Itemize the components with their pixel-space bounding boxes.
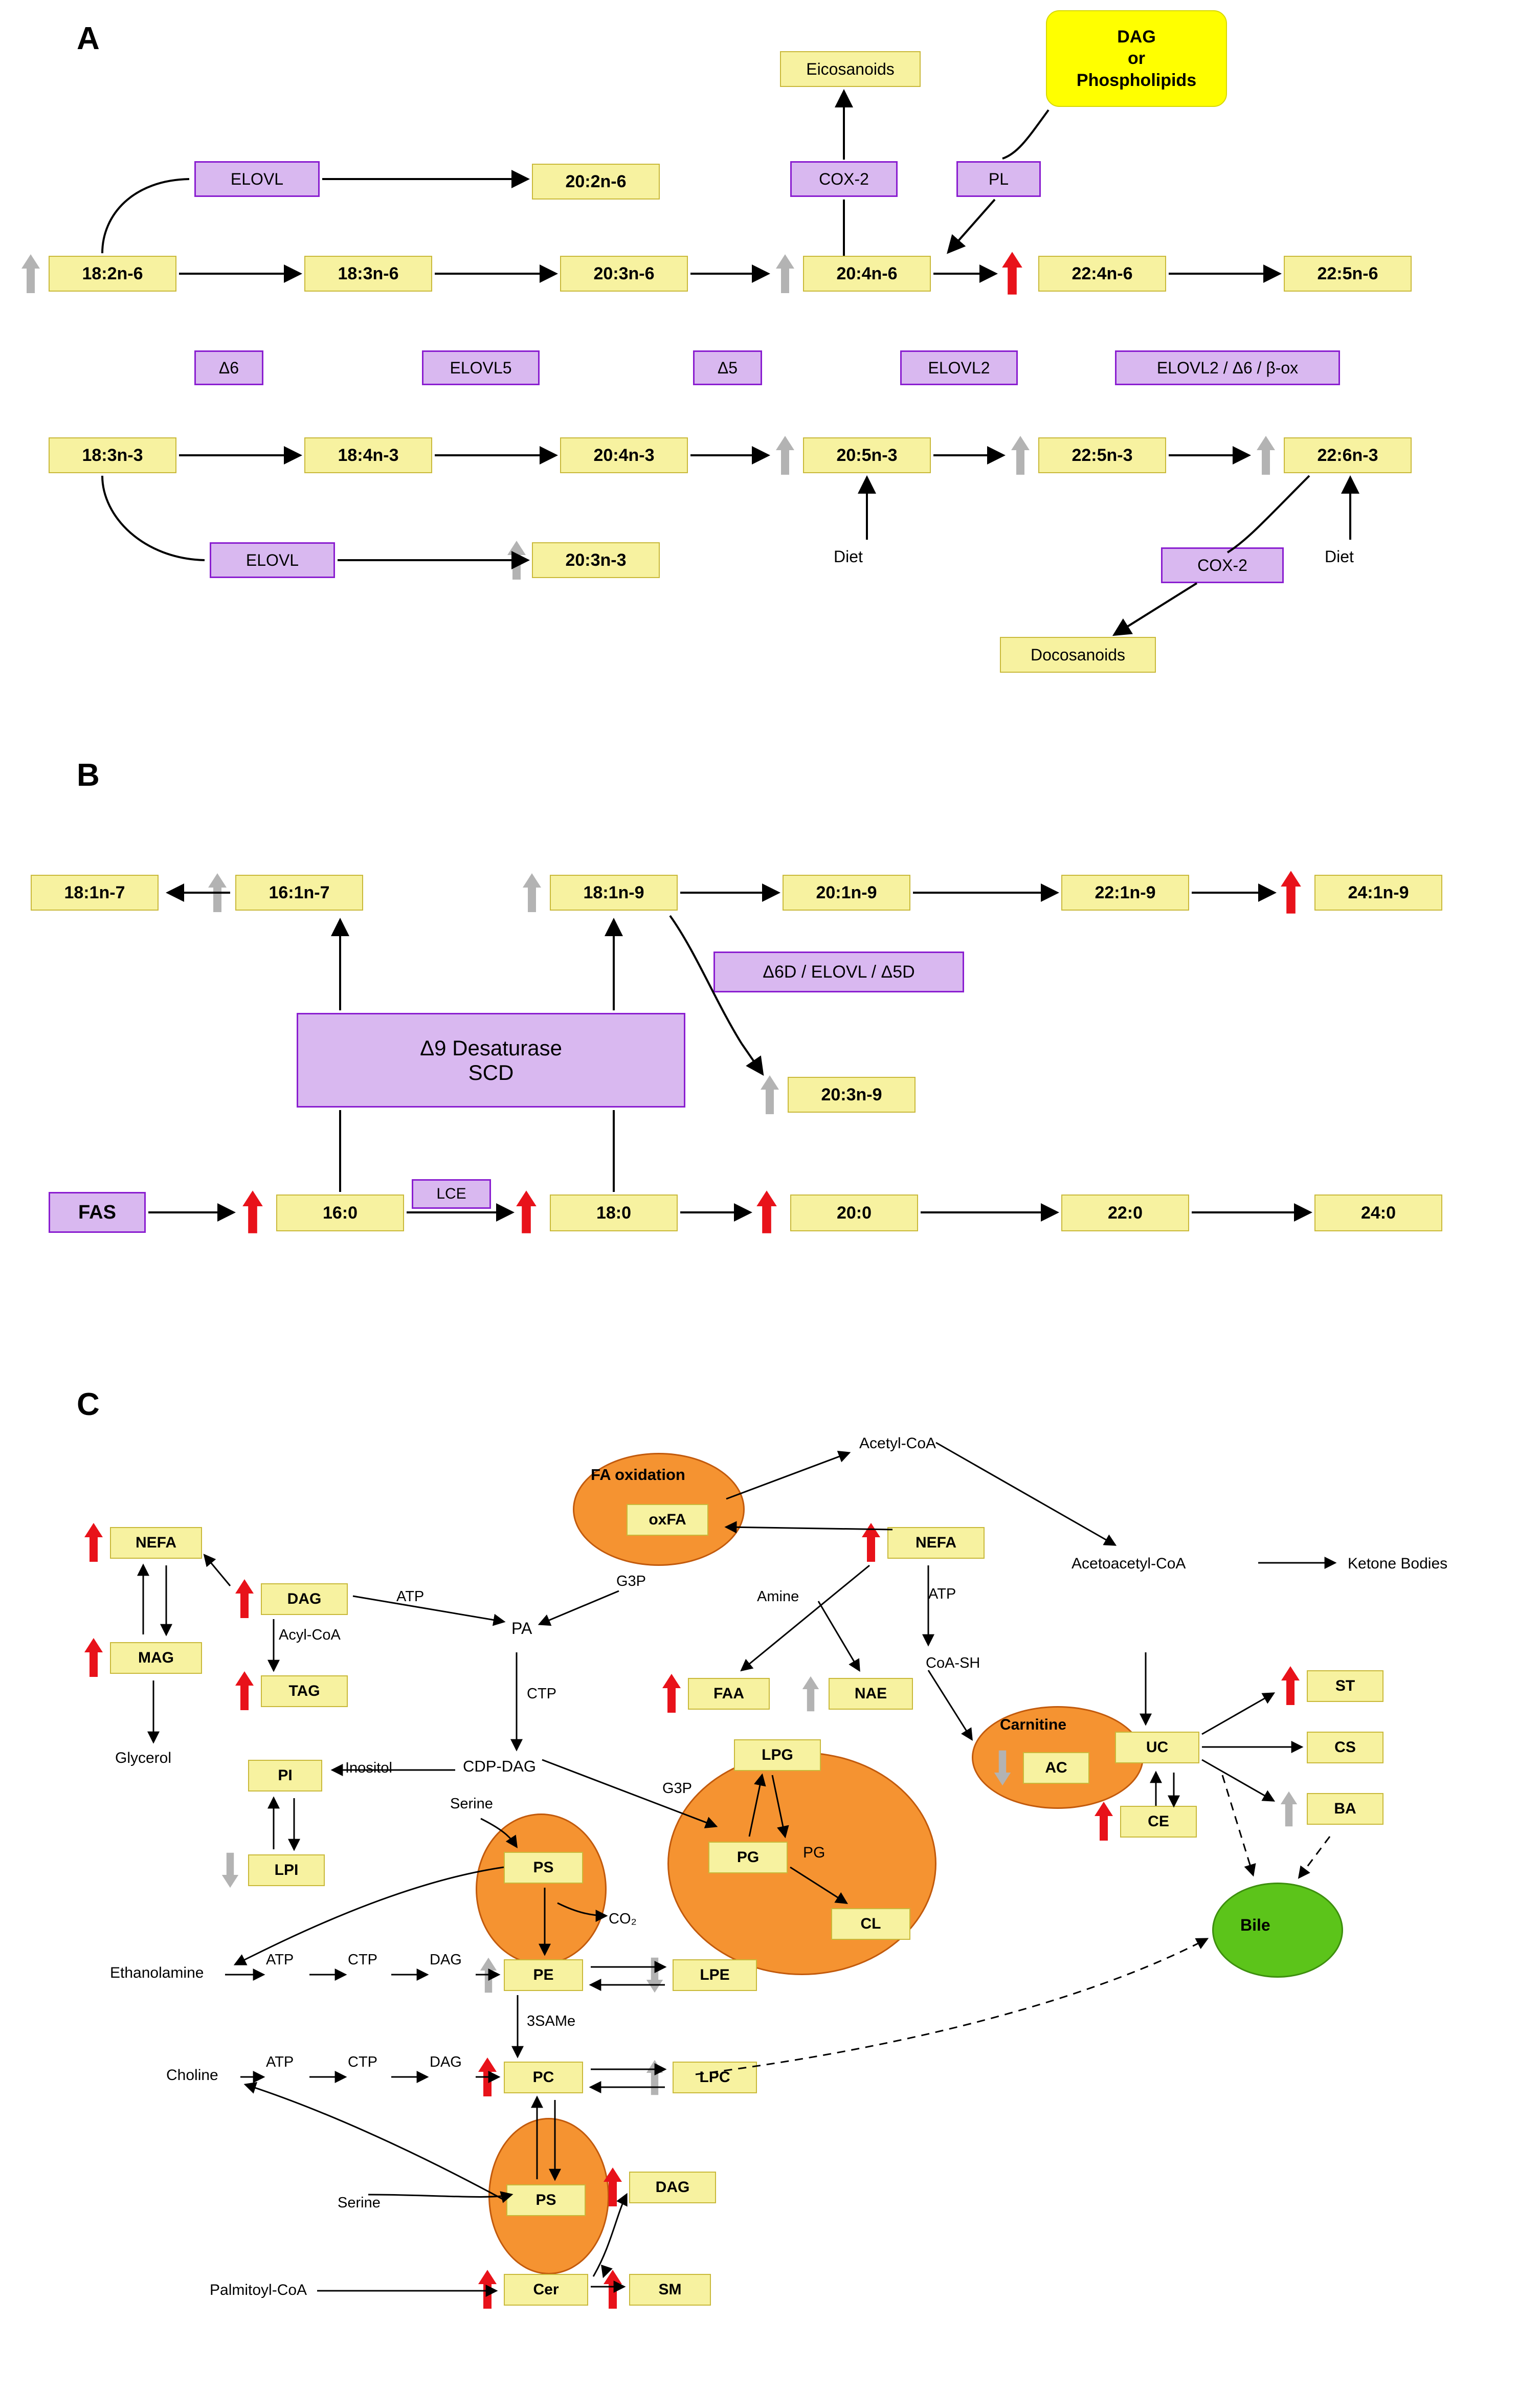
box-cer: Cer — [504, 2274, 588, 2306]
indicator-grey-up-18-1n9 — [522, 872, 542, 913]
box-ps-lower: PS — [506, 2184, 586, 2216]
ellipse-bile — [1212, 1883, 1343, 1978]
fatty-acid-20-1n9: 20:1n-9 — [783, 875, 910, 911]
indicator-grey-up-pe — [478, 1957, 499, 1994]
ellipse-ps-pe — [476, 1813, 607, 1965]
fatty-acid-16-1n7: 16:1n-7 — [235, 875, 363, 911]
indicator-grey-up-20-3n3 — [506, 540, 527, 581]
label-fa-oxidation: FA oxidation — [591, 1466, 685, 1484]
indicator-red-up-dag-lower — [601, 2166, 624, 2207]
product-eicosanoids: Eicosanoids — [780, 51, 921, 87]
enzyme-d6d-elovl-d5d: Δ6D / ELOVL / Δ5D — [713, 952, 964, 992]
box-lpe: LPE — [673, 1959, 757, 1991]
fatty-acid-18-1n9: 18:1n-9 — [550, 875, 678, 911]
ellipse-pg-cl — [667, 1752, 936, 1975]
indicator-red-up-ce — [1092, 1801, 1115, 1842]
box-dag-upper: DAG — [261, 1583, 348, 1615]
fatty-acid-22-5n6: 22:5n-6 — [1284, 256, 1412, 292]
enzyme-cox2-eicosanoids: COX-2 — [790, 161, 898, 197]
box-pe: PE — [504, 1959, 583, 1991]
fatty-acid-22-1n9: 22:1n-9 — [1061, 875, 1189, 911]
enzyme-elovl-n6: ELOVL — [194, 161, 320, 197]
box-mag: MAG — [110, 1642, 202, 1674]
box-nefa-left: NEFA — [110, 1527, 202, 1559]
indicator-grey-up-20-5n3 — [775, 435, 795, 476]
label-atp-pa: ATP — [396, 1588, 425, 1605]
box-ce: CE — [1120, 1806, 1197, 1838]
indicator-red-up-18-0 — [514, 1189, 539, 1234]
enzyme-fas: FAS — [49, 1192, 146, 1233]
enzyme-elovl2-delta6-boxidation: ELOVL2 / Δ6 / β-ox — [1115, 350, 1340, 385]
label-ethanolamine: Ethanolamine — [110, 1964, 204, 1981]
label-pg-plain: PG — [803, 1844, 825, 1861]
label-atp-pc: ATP — [266, 2054, 294, 2070]
product-docosanoids: Docosanoids — [1000, 637, 1156, 673]
label-pa: PA — [511, 1619, 532, 1638]
panel-letter-c: C — [77, 1387, 100, 1422]
label-carnitine: Carnitine — [1000, 1716, 1067, 1733]
label-diet-dha: Diet — [1325, 547, 1354, 566]
indicator-grey-up-20-3n9 — [760, 1074, 780, 1115]
fatty-acid-18-1n7: 18:1n-7 — [31, 875, 159, 911]
fatty-acid-24-1n9: 24:1n-9 — [1314, 875, 1442, 911]
box-pg: PG — [708, 1842, 788, 1873]
fatty-acid-20-3n9: 20:3n-9 — [788, 1077, 916, 1113]
fatty-acid-22-0: 22:0 — [1061, 1194, 1189, 1231]
box-st: ST — [1307, 1670, 1383, 1702]
label-atp-nefa: ATP — [928, 1586, 956, 1602]
substrate-line-2: or — [1128, 49, 1145, 69]
box-uc: UC — [1115, 1732, 1199, 1763]
indicator-red-up-pc — [476, 2056, 499, 2097]
indicator-grey-down-lpe — [644, 1957, 665, 1994]
indicator-red-up-20-0 — [754, 1189, 779, 1234]
indicator-grey-down-lpi — [220, 1852, 240, 1889]
label-acyl-coa: Acyl-CoA — [279, 1627, 341, 1643]
substrate-line-1: DAG — [1117, 27, 1156, 47]
fatty-acid-20-3n6: 20:3n-6 — [560, 256, 688, 292]
label-coa-sh: CoA-SH — [926, 1655, 980, 1671]
box-nefa-center: NEFA — [887, 1527, 985, 1559]
indicator-grey-up-20-4n6 — [775, 253, 795, 294]
box-dag-lower: DAG — [629, 2172, 716, 2203]
indicator-red-up-cer — [476, 2269, 499, 2310]
label-co2: CO₂ — [609, 1911, 637, 1927]
indicator-grey-down-ac — [992, 1750, 1013, 1786]
label-palmitoyl-coa: Palmitoyl-CoA — [210, 2282, 307, 2298]
enzyme-scd-label: SCD — [468, 1060, 514, 1085]
label-g3p-upper: G3P — [616, 1573, 646, 1589]
label-dag-pc: DAG — [430, 2054, 462, 2070]
label-ketone-bodies: Ketone Bodies — [1348, 1555, 1448, 1572]
indicator-grey-up-lpc — [644, 2059, 665, 2096]
indicator-grey-up-ba — [1279, 1790, 1299, 1827]
fatty-acid-18-3n6: 18:3n-6 — [304, 256, 432, 292]
enzyme-elovl-n3: ELOVL — [210, 542, 335, 578]
label-serine-upper: Serine — [450, 1796, 493, 1812]
indicator-red-up-tag — [233, 1670, 256, 1711]
box-ps-upper: PS — [504, 1852, 583, 1884]
fatty-acid-20-3n3: 20:3n-3 — [532, 542, 660, 578]
enzyme-delta5: Δ5 — [693, 350, 762, 385]
box-pc: PC — [504, 2062, 583, 2093]
fatty-acid-20-4n6: 20:4n-6 — [803, 256, 931, 292]
enzyme-delta9-desaturase-scd — [297, 1013, 685, 1108]
indicator-grey-up-18-2n6 — [20, 253, 41, 294]
fatty-acid-20-4n3: 20:4n-3 — [560, 437, 688, 473]
fatty-acid-18-2n6: 18:2n-6 — [49, 256, 176, 292]
enzyme-elovl5: ELOVL5 — [422, 350, 540, 385]
box-ba: BA — [1307, 1793, 1383, 1825]
label-3same: 3SAMe — [527, 2013, 576, 2029]
indicator-red-up-dag — [233, 1578, 256, 1619]
label-acetoacetyl-coa: Acetoacetyl-CoA — [1072, 1555, 1186, 1572]
indicator-red-up-faa — [660, 1673, 683, 1714]
label-serine-lower: Serine — [338, 2195, 381, 2211]
substrate-line-3: Phospholipids — [1076, 70, 1197, 90]
fatty-acid-20-5n3: 20:5n-3 — [803, 437, 931, 473]
fatty-acid-20-0: 20:0 — [790, 1194, 918, 1231]
box-tag: TAG — [261, 1675, 348, 1707]
enzyme-elovl2: ELOVL2 — [900, 350, 1018, 385]
panel-letter-a: A — [77, 21, 100, 56]
box-lpc: LPC — [673, 2062, 757, 2093]
box-faa: FAA — [688, 1678, 770, 1710]
label-diet-epa: Diet — [834, 547, 863, 566]
enzyme-delta6: Δ6 — [194, 350, 263, 385]
indicator-red-up-22-4n6 — [1000, 251, 1024, 296]
label-dag-pe: DAG — [430, 1952, 462, 1968]
box-sm: SM — [629, 2274, 711, 2306]
enzyme-lce: LCE — [412, 1179, 491, 1209]
enzyme-delta9-label: Δ9 Desaturase — [420, 1035, 562, 1060]
indicator-red-up-24-1n9 — [1279, 870, 1303, 915]
label-ctp-pc: CTP — [348, 2054, 377, 2070]
indicator-red-up-16-0 — [240, 1189, 265, 1234]
fatty-acid-22-5n3: 22:5n-3 — [1038, 437, 1166, 473]
fatty-acid-18-3n3: 18:3n-3 — [49, 437, 176, 473]
enzyme-cox2-docosanoids: COX-2 — [1161, 547, 1284, 583]
label-glycerol: Glycerol — [115, 1750, 172, 1766]
box-nae: NAE — [829, 1678, 913, 1710]
enzyme-pl: PL — [956, 161, 1041, 197]
fatty-acid-20-2n6: 20:2n-6 — [532, 164, 660, 200]
box-ac: AC — [1023, 1752, 1089, 1784]
indicator-red-up-mag — [82, 1637, 105, 1678]
label-bile: Bile — [1240, 1916, 1270, 1934]
indicator-red-up-st — [1279, 1665, 1302, 1706]
fatty-acid-24-0: 24:0 — [1314, 1194, 1442, 1231]
label-inositol: Inositol — [345, 1760, 392, 1776]
label-g3p-lower: G3P — [662, 1780, 693, 1797]
indicator-red-up-nefa-left — [82, 1522, 105, 1563]
substrate-dag-phospholipids — [1046, 10, 1227, 107]
label-choline: Choline — [166, 2067, 218, 2084]
label-ctp-pe: CTP — [348, 1952, 377, 1968]
indicator-grey-up-16-1n7 — [207, 872, 228, 913]
indicator-red-up-nefa-center — [859, 1522, 883, 1563]
box-cs: CS — [1307, 1732, 1383, 1763]
indicator-grey-up-22-5n3 — [1010, 435, 1031, 476]
box-oxfa: oxFA — [627, 1504, 708, 1536]
box-lpi: LPI — [248, 1854, 325, 1886]
fatty-acid-22-6n3: 22:6n-3 — [1284, 437, 1412, 473]
fatty-acid-18-4n3: 18:4n-3 — [304, 437, 432, 473]
fatty-acid-22-4n6: 22:4n-6 — [1038, 256, 1166, 292]
label-cdp-dag: CDP-DAG — [463, 1757, 536, 1775]
label-ctp-cdpdag: CTP — [527, 1686, 556, 1702]
panel-letter-b: B — [77, 758, 100, 793]
fatty-acid-18-0: 18:0 — [550, 1194, 678, 1231]
label-atp-pe: ATP — [266, 1952, 294, 1968]
box-lpg: LPG — [734, 1739, 821, 1771]
fatty-acid-16-0: 16:0 — [276, 1194, 404, 1231]
label-acetyl-coa: Acetyl-CoA — [859, 1435, 936, 1452]
indicator-grey-up-22-6n3 — [1256, 435, 1276, 476]
indicator-red-up-sm — [601, 2269, 624, 2310]
label-amine: Amine — [757, 1588, 799, 1605]
box-pi: PI — [248, 1760, 322, 1791]
indicator-grey-up-nae — [800, 1675, 821, 1712]
box-cl: CL — [831, 1908, 910, 1940]
